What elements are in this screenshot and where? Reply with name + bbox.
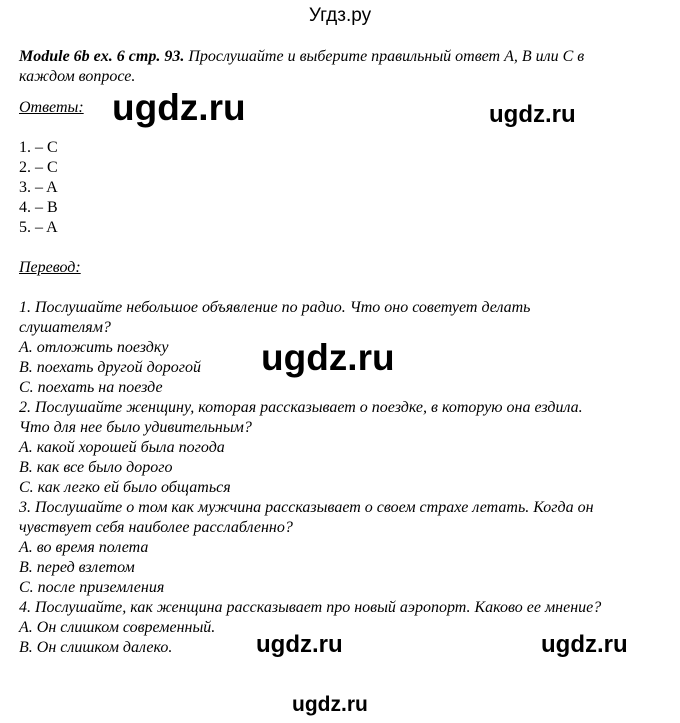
option-line: B. поехать другой дорогой	[19, 359, 201, 376]
translation-heading-row	[19, 258, 669, 278]
task-instruction: Прослушайте и выберите правильный ответ A, B или C в	[184, 48, 585, 65]
answer-item: 2. – C	[19, 159, 58, 176]
option-line: B. Он слишком далеко.	[19, 639, 173, 656]
watermark: ugdz.ru	[112, 87, 246, 128]
site-title: Угдз.ру	[308, 5, 372, 26]
watermark: ugdz.ru	[489, 101, 576, 128]
option-line: A. какой хорошей была погода	[19, 439, 225, 456]
question-1-line: 1. Послушайте небольшое объявление по радио. Что оно советует делать	[19, 299, 531, 316]
answers-heading: Ответы:	[19, 99, 84, 116]
answer-item: 3. – A	[19, 179, 58, 196]
option-line: A. Он слишком современный.	[19, 619, 216, 636]
watermark: ugdz.ru	[256, 631, 343, 658]
task-instruction-continued: каждом вопросе.	[19, 68, 136, 85]
question-1-line: слушателям?	[19, 319, 111, 336]
translation-heading: Перевод:	[19, 259, 81, 276]
watermark: ugdz.ru	[261, 337, 395, 378]
watermark: ugdz.ru	[541, 631, 628, 658]
question-2-line: Что для нее было удивительным?	[19, 419, 252, 436]
option-line: C. поехать на поезде	[19, 379, 163, 396]
watermark: ugdz.ru	[292, 693, 368, 716]
answers-list	[19, 138, 669, 238]
option-line: B. перед взлетом	[19, 559, 135, 576]
answer-item: 4. – B	[19, 199, 58, 216]
question-3-line: 3. Послушайте о том как мужчина рассказывает о своем страхе летать. Когда он	[19, 499, 594, 516]
option-line: C. как легко ей было общаться	[19, 479, 231, 496]
option-line: B. как все было дорого	[19, 459, 173, 476]
question-2-line: 2. Послушайте женщину, которая рассказывает о поездке, в которую она ездила.	[19, 399, 583, 416]
option-line: A. отложить поездку	[19, 339, 169, 356]
question-3-line: чувствует себя наиболее расслабленно?	[19, 519, 293, 536]
option-line: C. после приземления	[19, 579, 165, 596]
task-header	[19, 47, 669, 67]
answer-item: 1. – C	[19, 139, 58, 156]
option-line: A. во время полета	[19, 539, 149, 556]
question-4-line: 4. Послушайте, как женщина рассказывает про новый аэропорт. Каково ее мнение?	[19, 599, 602, 616]
module-reference: Module 6b ex. 6 стр. 93.	[19, 48, 185, 65]
answer-item: 5. – A	[19, 219, 58, 236]
